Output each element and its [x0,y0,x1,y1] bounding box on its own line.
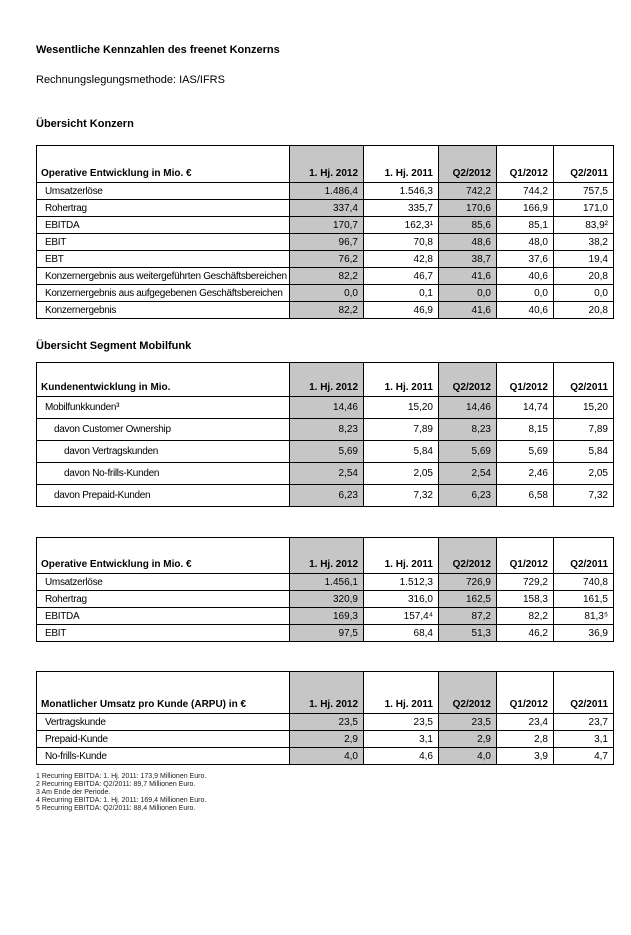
cell-value: 0,1 [364,285,439,302]
cell-value: 2,46 [497,463,554,485]
cell-value: 70,8 [364,234,439,251]
cell-value: 2,8 [497,731,554,748]
table-row [37,183,614,200]
table-row [37,302,614,319]
cell-value: 82,2 [497,608,554,625]
cell-value: 166,9 [497,200,554,217]
row-label: Mobilfunkkunden³ [37,397,290,419]
cell-value: 85,1 [497,217,554,234]
table-header-row [37,672,614,714]
cell-value: 7,32 [554,485,614,507]
table-row [37,234,614,251]
cell-value: 5,84 [364,441,439,463]
cell-value: 729,2 [497,574,554,591]
cell-value: 5,69 [290,441,364,463]
column-header-1hj2012: 1. Hj. 2012 [290,363,364,397]
table-header-row [37,538,614,574]
cell-value: 96,7 [290,234,364,251]
cell-value: 7,89 [364,419,439,441]
column-header-1hj2011: 1. Hj. 2011 [364,146,439,183]
footnote-1: 1 Recurring EBITDA: 1. Hj. 2011: 173,9 Millionen Euro. [36,773,207,780]
cell-value: 76,2 [290,251,364,268]
row-label: Prepaid-Kunde [37,731,290,748]
cell-value: 8,23 [439,419,497,441]
table-header-row [37,146,614,183]
cell-value: 7,32 [364,485,439,507]
column-header-q2-2012: Q2/2012 [439,146,497,183]
table-row [37,251,614,268]
row-label: Rohertrag [37,591,290,608]
cell-value: 6,23 [290,485,364,507]
cell-value: 19,4 [554,251,614,268]
column-header-1hj2011: 1. Hj. 2011 [364,538,439,574]
accounting-method-line: Rechnungslegungsmethode: IAS/IFRS [36,74,225,86]
row-label: EBIT [37,234,290,251]
cell-value: 2,9 [439,731,497,748]
table-title: Operative Entwicklung in Mio. € [37,146,290,183]
column-header-1hj2011: 1. Hj. 2011 [364,363,439,397]
cell-value: 1.486,4 [290,183,364,200]
column-header-1hj2012: 1. Hj. 2012 [290,146,364,183]
cell-value: 81,3⁵ [554,608,614,625]
cell-value: 23,7 [554,714,614,731]
cell-value: 1.456,1 [290,574,364,591]
table-body [37,397,614,507]
cell-value: 40,6 [497,302,554,319]
cell-value: 46,7 [364,268,439,285]
row-label: Umsatzerlöse [37,574,290,591]
table-row [37,285,614,302]
cell-value: 14,74 [497,397,554,419]
row-label: No-frills-Kunde [37,748,290,765]
column-header-q1-2012: Q1/2012 [497,363,554,397]
cell-value: 742,2 [439,183,497,200]
cell-value: 87,2 [439,608,497,625]
table-row [37,441,614,463]
cell-value: 3,9 [497,748,554,765]
column-header-q1-2012: Q1/2012 [497,538,554,574]
table-konzern-operative [36,145,614,319]
cell-value: 316,0 [364,591,439,608]
cell-value: 161,5 [554,591,614,608]
cell-value: 7,89 [554,419,614,441]
column-header-1hj2012: 1. Hj. 2012 [290,672,364,714]
cell-value: 158,3 [497,591,554,608]
document-title: Wesentliche Kennzahlen des freenet Konzerns [36,44,280,56]
section-heading-konzern: Übersicht Konzern [36,118,134,130]
cell-value: 48,0 [497,234,554,251]
cell-value: 97,5 [290,625,364,642]
cell-value: 14,46 [290,397,364,419]
cell-value: 15,20 [554,397,614,419]
cell-value: 6,58 [497,485,554,507]
cell-value: 36,9 [554,625,614,642]
footnote-2: 2 Recurring EBITDA: Q2/2011: 89,7 Millionen Euro. [36,781,196,788]
footnote-5: 5 Recurring EBITDA: Q2/2011: 88,4 Millionen Euro. [36,805,196,812]
footnotes-block [36,773,613,813]
row-label: Konzernergebnis aus weitergeführten Geschäftsbereichen [37,268,290,285]
table-row [37,731,614,748]
cell-value: 82,2 [290,302,364,319]
row-label: Umsatzerlöse [37,183,290,200]
row-label: EBITDA [37,217,290,234]
cell-value: 85,6 [439,217,497,234]
cell-value: 170,7 [290,217,364,234]
cell-value: 726,9 [439,574,497,591]
row-label: davon Customer Ownership [37,419,290,441]
table-body [37,183,614,319]
cell-value: 40,6 [497,268,554,285]
row-label: Rohertrag [37,200,290,217]
section-heading-mobilfunk: Übersicht Segment Mobilfunk [36,340,192,352]
cell-value: 8,23 [290,419,364,441]
cell-value: 2,54 [439,463,497,485]
cell-value: 4,6 [364,748,439,765]
cell-value: 0,0 [497,285,554,302]
table-title: Monatlicher Umsatz pro Kunde (ARPU) in € [37,672,290,714]
row-label: Konzernergebnis [37,302,290,319]
row-label: davon Prepaid-Kunden [37,485,290,507]
cell-value: 83,9² [554,217,614,234]
cell-value: 46,9 [364,302,439,319]
cell-value: 0,0 [439,285,497,302]
cell-value: 0,0 [554,285,614,302]
table-title: Kundenentwicklung in Mio. [37,363,290,397]
table-row [37,574,614,591]
table-row [37,397,614,419]
row-label: EBIT [37,625,290,642]
cell-value: 162,5 [439,591,497,608]
table-header-row [37,363,614,397]
table-kundenentwicklung [36,362,614,507]
cell-value: 5,84 [554,441,614,463]
table-row [37,748,614,765]
cell-value: 42,8 [364,251,439,268]
cell-value: 1.512,3 [364,574,439,591]
cell-value: 3,1 [364,731,439,748]
cell-value: 41,6 [439,268,497,285]
cell-value: 162,3¹ [364,217,439,234]
cell-value: 169,3 [290,608,364,625]
cell-value: 4,0 [439,748,497,765]
cell-value: 20,8 [554,302,614,319]
cell-value: 320,9 [290,591,364,608]
cell-value: 51,3 [439,625,497,642]
cell-value: 46,2 [497,625,554,642]
column-header-q2-2011: Q2/2011 [554,538,614,574]
column-header-1hj2011: 1. Hj. 2011 [364,672,439,714]
table-row [37,217,614,234]
cell-value: 170,6 [439,200,497,217]
cell-value: 3,1 [554,731,614,748]
row-label: Vertragskunde [37,714,290,731]
row-label: Konzernergebnis aus aufgegebenen Geschäftsbereichen [37,285,290,302]
table-row [37,714,614,731]
report-page [0,44,631,813]
cell-value: 48,6 [439,234,497,251]
cell-value: 5,69 [439,441,497,463]
column-header-q2-2012: Q2/2012 [439,538,497,574]
cell-value: 38,7 [439,251,497,268]
table-row [37,625,614,642]
table-row [37,463,614,485]
cell-value: 23,5 [364,714,439,731]
row-label: davon Vertragskunden [37,441,290,463]
column-header-1hj2012: 1. Hj. 2012 [290,538,364,574]
cell-value: 23,5 [439,714,497,731]
cell-value: 68,4 [364,625,439,642]
cell-value: 757,5 [554,183,614,200]
cell-value: 1.546,3 [364,183,439,200]
cell-value: 23,5 [290,714,364,731]
column-header-q2-2012: Q2/2012 [439,363,497,397]
cell-value: 744,2 [497,183,554,200]
cell-value: 2,54 [290,463,364,485]
table-body [37,714,614,765]
column-header-q1-2012: Q1/2012 [497,672,554,714]
table-row [37,608,614,625]
column-header-q2-2011: Q2/2011 [554,146,614,183]
table-row [37,485,614,507]
cell-value: 5,69 [497,441,554,463]
table-row [37,419,614,441]
table-body [37,574,614,642]
cell-value: 8,15 [497,419,554,441]
cell-value: 23,4 [497,714,554,731]
cell-value: 41,6 [439,302,497,319]
cell-value: 337,4 [290,200,364,217]
cell-value: 2,05 [554,463,614,485]
table-title: Operative Entwicklung in Mio. € [37,538,290,574]
cell-value: 171,0 [554,200,614,217]
cell-value: 82,2 [290,268,364,285]
column-header-q1-2012: Q1/2012 [497,146,554,183]
cell-value: 2,9 [290,731,364,748]
cell-value: 37,6 [497,251,554,268]
table-mobilfunk-operative [36,537,614,642]
row-label: EBT [37,251,290,268]
column-header-q2-2011: Q2/2011 [554,672,614,714]
footnote-4: 4 Recurring EBITDA: 1. Hj. 2011: 169,4 Millionen Euro. [36,797,207,804]
cell-value: 4,7 [554,748,614,765]
cell-value: 157,4⁴ [364,608,439,625]
table-row [37,200,614,217]
cell-value: 2,05 [364,463,439,485]
row-label: EBITDA [37,608,290,625]
cell-value: 20,8 [554,268,614,285]
cell-value: 15,20 [364,397,439,419]
table-arpu [36,671,614,765]
cell-value: 6,23 [439,485,497,507]
footnote-3: 3 Am Ende der Periode. [36,789,111,796]
cell-value: 4,0 [290,748,364,765]
column-header-q2-2012: Q2/2012 [439,672,497,714]
row-label: davon No-frills-Kunden [37,463,290,485]
cell-value: 14,46 [439,397,497,419]
cell-value: 740,8 [554,574,614,591]
cell-value: 38,2 [554,234,614,251]
table-row [37,591,614,608]
cell-value: 335,7 [364,200,439,217]
table-row [37,268,614,285]
column-header-q2-2011: Q2/2011 [554,363,614,397]
cell-value: 0,0 [290,285,364,302]
